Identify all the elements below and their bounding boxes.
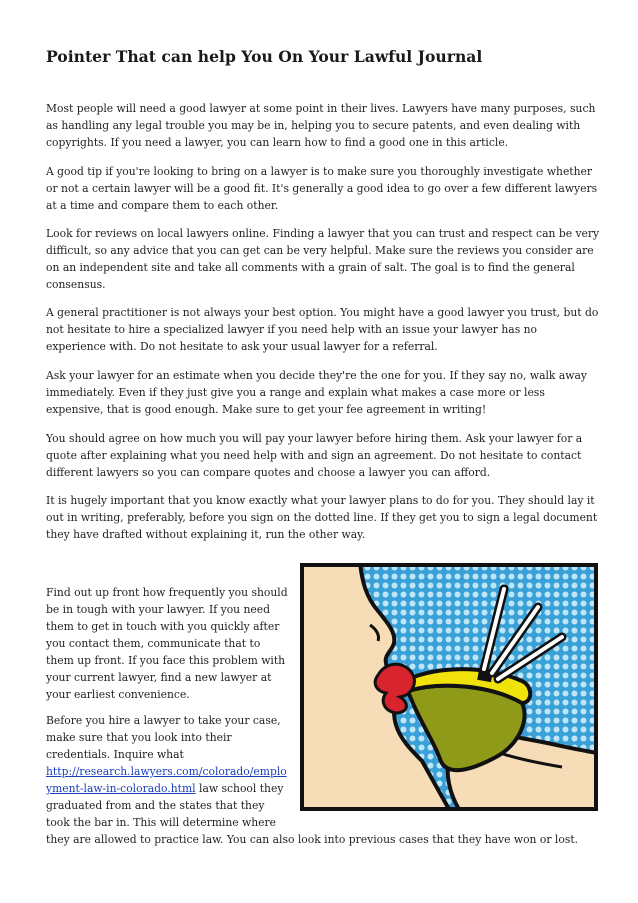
text-line: them to get in touch with you quickly after (46, 620, 280, 633)
text-fragment: law school they (195, 782, 284, 795)
text-line: Most people will need a good lawyer at some point in their lives. Lawyers have many purposes, such (46, 102, 596, 115)
paragraph-5 (46, 367, 594, 418)
column-paragraph-2 (46, 712, 579, 848)
text-line: You should agree on how much you will pay your lawyer before hiring them. Ask your lawyer for a (46, 432, 583, 445)
text-line: different lawyers so you can compare quotes and choose a lawyer you can afford. (46, 466, 491, 479)
text-line: difficult, so any advice that you can get can be very helpful. Make sure the reviews you consider are (46, 244, 594, 257)
text-line: A good tip if you're looking to bring on a lawyer is to make sure you thoroughly investigate whether (46, 165, 593, 178)
text-line: quote after explaining what you need help with and sign an agreement. Do not hesitate to contact (46, 449, 582, 462)
text-line: credentials. Inquire what (46, 748, 184, 761)
text-line: not hesitate to hire a specialized lawyer if you need help with an issue your lawyer has no (46, 323, 538, 336)
text-line: or not a certain lawyer will be a good fit. It's generally a good idea to go over a few different lawyers (46, 182, 598, 195)
paragraph-6 (46, 430, 594, 481)
text-line (46, 780, 296, 797)
paragraph-2 (46, 163, 598, 214)
text-line: as handling any legal trouble you may be in, helping you to secure patents, and even dealing with (46, 119, 581, 132)
paragraph-3 (46, 225, 600, 293)
text-line: them up front. If you face this problem with (46, 654, 286, 667)
text-line: Find out up front how frequently you should (46, 586, 288, 599)
lawyers-link[interactable]: http://research.lawyers.com/colorado/emplo (46, 765, 287, 778)
text-line: Before you hire a lawyer to take your case, (46, 714, 281, 727)
text-line: they have drafted without explaining it, run the other way. (46, 528, 366, 541)
text-line: make sure that you look into their (46, 731, 232, 744)
text-line: they are allowed to practice law. You can also look into previous cases that they have won or lost. (46, 833, 579, 846)
text-line: at a time and compare them to each other. (46, 199, 279, 212)
whistle-illustration (300, 563, 598, 811)
text-line: be in tough with your lawyer. If you need (46, 603, 271, 616)
text-line: you contact them, communicate that to (46, 637, 261, 650)
text-line: graduated from and the states that they (46, 799, 265, 812)
text-line: consensus. (46, 278, 106, 291)
text-line: Look for reviews on local lawyers online. Finding a lawyer that you can trust and respect can be very (46, 227, 600, 240)
text-line: out in writing, preferably, before you sign on the dotted line. If they get you to sign a legal document (46, 511, 598, 524)
paragraph-4 (46, 304, 599, 355)
text-line: It is hugely important that you know exactly what your lawyer plans to do for you. They should lay it (46, 494, 595, 507)
text-line: immediately. Even if they just give you a range and explain what makes a case more or less (46, 386, 545, 399)
column-paragraph-1 (46, 584, 296, 703)
text-line: your current lawyer, find a new lawyer at (46, 671, 272, 684)
text-line: your earliest convenience. (46, 688, 190, 701)
page-title: Pointer That can help You On Your Lawful Journal (46, 47, 483, 66)
text-line: A general practitioner is not always your best option. You might have a good lawyer you trust, but do (46, 306, 599, 319)
text-line (46, 763, 296, 780)
text-line: on an independent site and take all comments with a grain of salt. The goal is to find the general (46, 261, 575, 274)
text-line: experience with. Do not hesitate to ask your usual lawyer for a referral. (46, 340, 438, 353)
text-line: copyrights. If you need a lawyer, you can learn how to find a good one in this article. (46, 136, 509, 149)
text-line: took the bar in. This will determine where (46, 816, 277, 829)
paragraph-7 (46, 492, 598, 543)
paragraph-1 (46, 100, 594, 151)
text-line: Ask your lawyer for an estimate when you decide they're the one for you. If they say no, walk away (46, 369, 587, 382)
text-line: expensive, that is good enough. Make sure to get your fee agreement in writing! (46, 403, 487, 416)
lawyers-link-continued[interactable]: yment-law-in-colorado.html (46, 782, 196, 795)
